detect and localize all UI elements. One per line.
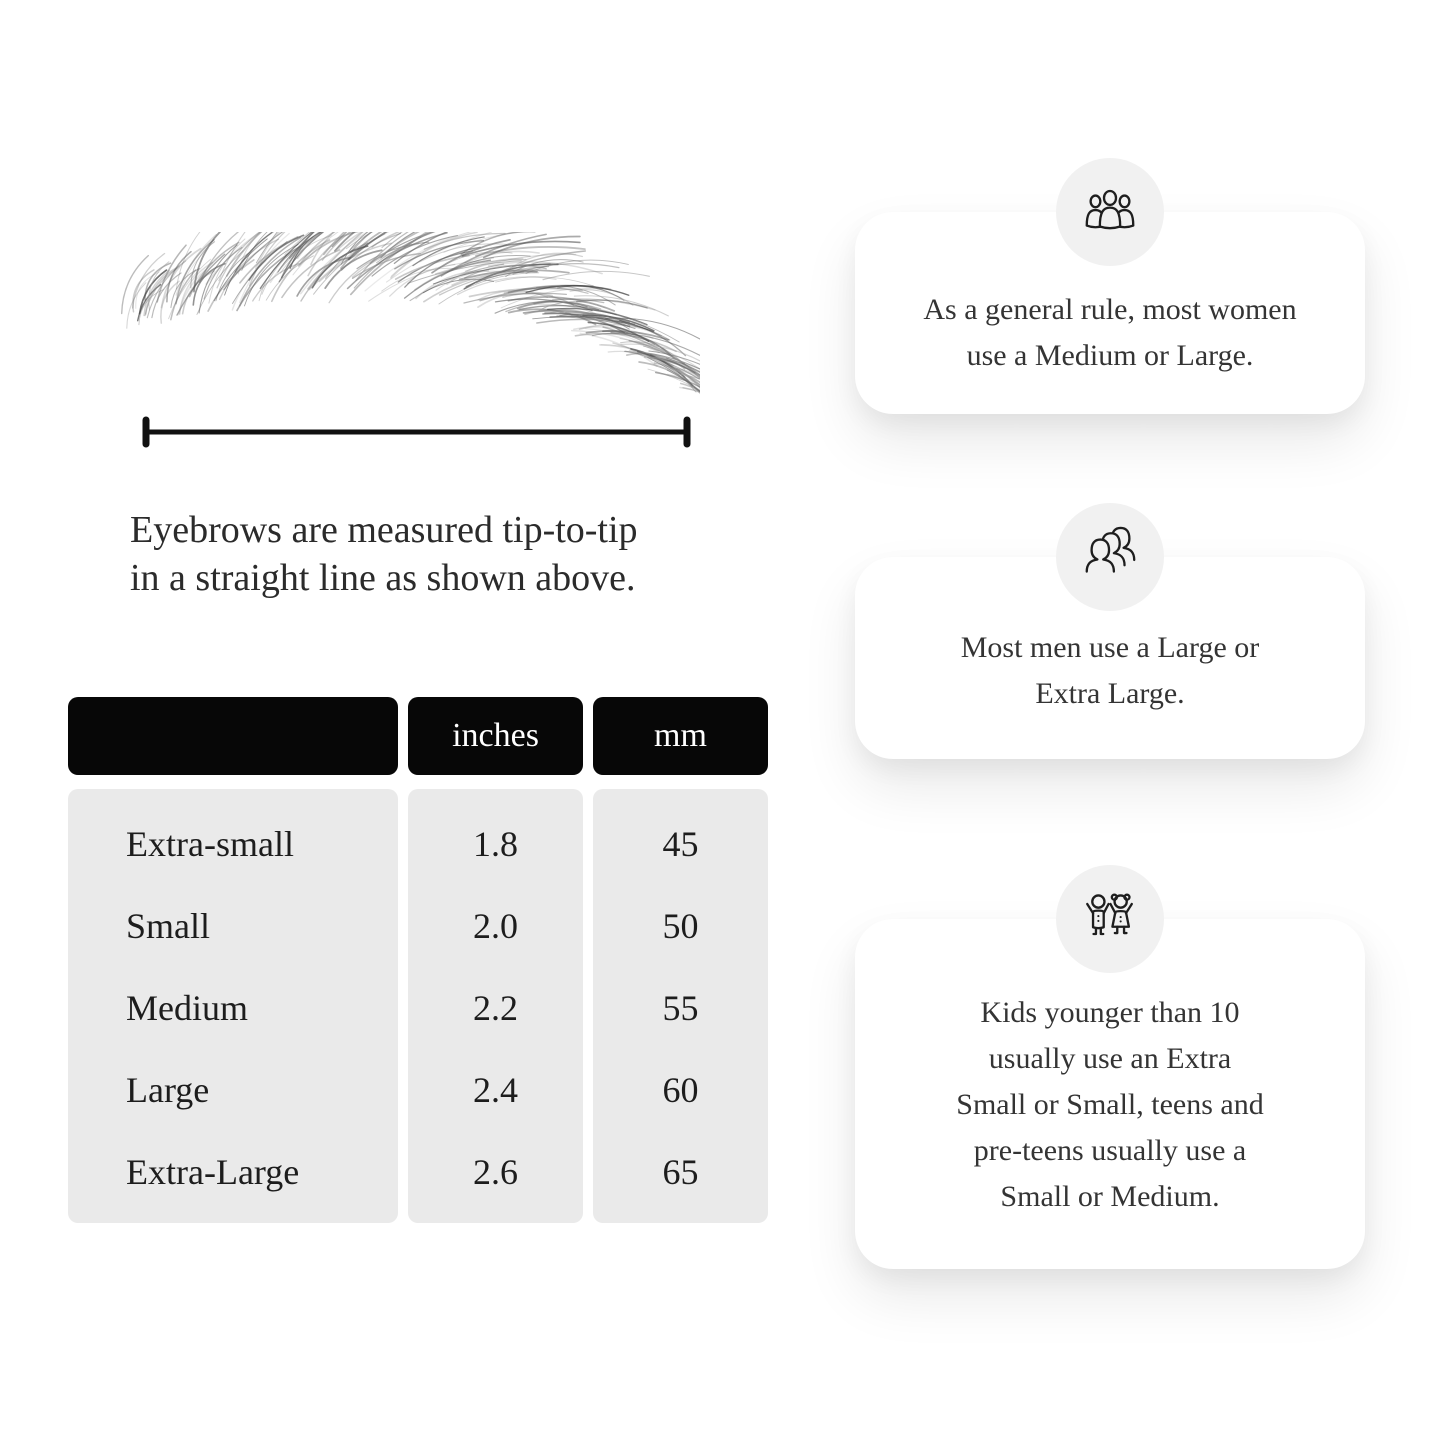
card-text-line: pre-teens usually use a	[973, 1134, 1247, 1167]
table-cell: Medium	[126, 988, 248, 1028]
table-cell: Extra-Large	[126, 1152, 300, 1192]
table-cell: Large	[126, 1070, 210, 1110]
table-cell: Extra-small	[126, 824, 294, 864]
card-text-line: Kids younger than 10	[980, 996, 1240, 1029]
header-cell-name	[68, 697, 398, 775]
card-text-line: Most men use a Large or	[960, 631, 1260, 664]
table-cell: 55	[662, 988, 699, 1028]
card-text-line: use a Medium or Large.	[966, 339, 1254, 372]
table-cell: 2.2	[473, 988, 518, 1028]
size-table-body	[68, 789, 768, 1223]
table-cell: 1.8	[473, 824, 518, 864]
table-cell: 50	[662, 906, 699, 946]
eyebrow-illustration	[115, 232, 700, 400]
measurement-caption	[130, 506, 740, 602]
kids-icon	[1079, 888, 1141, 950]
card-text-line: Small or Medium.	[1000, 1180, 1220, 1213]
header-cell-inches: inches	[408, 697, 583, 775]
women-group-icon	[1079, 181, 1141, 243]
size-name-column	[68, 789, 398, 1223]
card-text-line: Extra Large.	[1035, 677, 1185, 710]
mm-column	[593, 789, 768, 1223]
table-cell: 45	[662, 824, 699, 864]
caption-line: Eyebrows are measured tip-to-tip	[130, 509, 638, 551]
table-cell: 2.4	[473, 1070, 518, 1110]
table-cell: Small	[126, 906, 211, 946]
card-text-line: usually use an Extra	[988, 1042, 1232, 1075]
size-table-header	[68, 697, 768, 775]
header-cell-mm: mm	[593, 697, 768, 775]
men-group-icon	[1079, 526, 1141, 588]
men-card-badge	[1056, 503, 1164, 611]
kids-card-badge	[1056, 865, 1164, 973]
table-cell: 60	[662, 1070, 699, 1110]
measurement-line	[130, 410, 705, 454]
table-cell: 2.0	[473, 906, 518, 946]
women-card-badge	[1056, 158, 1164, 266]
card-text-line: As a general rule, most women	[923, 293, 1297, 326]
table-cell: 65	[662, 1152, 699, 1192]
caption-line: in a straight line as shown above.	[130, 557, 636, 599]
table-cell: 2.6	[473, 1152, 518, 1192]
card-text-line: Small or Small, teens and	[956, 1088, 1264, 1121]
inches-column	[408, 789, 583, 1223]
